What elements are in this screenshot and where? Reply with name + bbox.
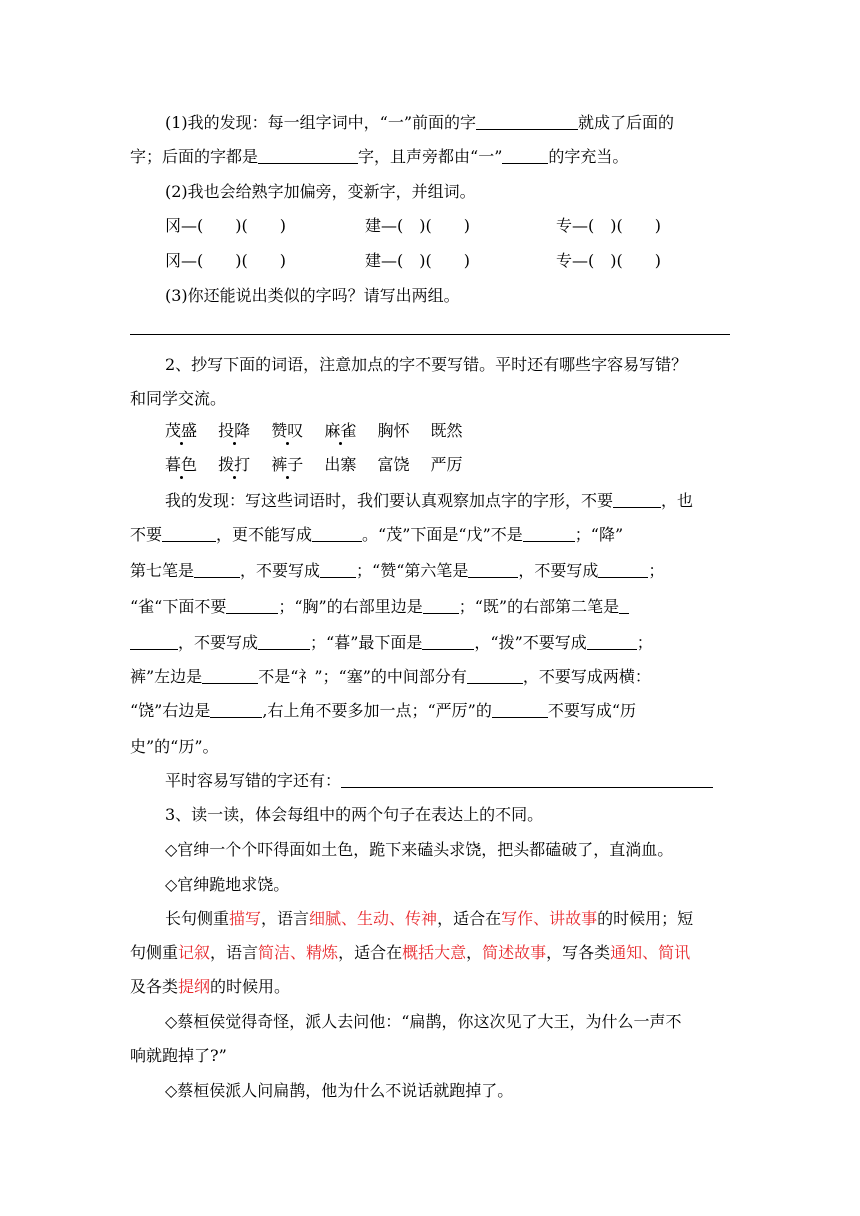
text: ；“既”的右部第二笔是 — [458, 597, 620, 616]
text: ，不要写成 — [178, 633, 259, 652]
q2-finding-line8: 史”的“历”。 — [130, 737, 219, 756]
q2-finding-line1 — [165, 490, 765, 512]
q2-words-row1 — [165, 420, 765, 442]
q2-finding-line4 — [130, 596, 730, 618]
q2-finding-line2 — [130, 524, 730, 546]
text: 的字充当。 — [548, 147, 629, 166]
text: “饶”右边是 — [130, 701, 211, 720]
blank[interactable] — [341, 772, 713, 788]
blank[interactable] — [162, 526, 216, 542]
blank[interactable] — [492, 702, 548, 718]
word: 赞叹 — [271, 421, 304, 440]
blank[interactable] — [523, 526, 575, 542]
text: ； — [636, 633, 653, 652]
blank[interactable] — [422, 634, 474, 650]
q1-part3: (3)你还能说出类似的字吗？请写出两组。 — [165, 286, 460, 305]
q2-finding-line6 — [130, 666, 730, 688]
q2-finding-line3 — [130, 560, 730, 582]
q3-note-line3: 及各类提纲的时候用。 — [130, 977, 291, 996]
blank[interactable] — [468, 562, 518, 578]
text: ； — [648, 561, 665, 580]
blank[interactable] — [258, 634, 310, 650]
q3-sentence1: ◇官绅一个个吓得面如土色，跪下来磕头求饶，把头都磕破了，直淌血。 — [165, 840, 674, 859]
q3-sentence2: ◇官绅跪地求饶。 — [165, 875, 290, 894]
text: 就成了后面的 — [578, 113, 675, 132]
text: 我的发现：写这些词语时，我们要认真观察加点字的字形，不要 — [165, 491, 614, 510]
text: 。“茂”下面是“戊”不是 — [362, 525, 523, 544]
q2-title-line1: 2、抄写下面的词语，注意加点的字不要写错。平时还有哪些字容易写错？ — [165, 355, 688, 374]
blank[interactable] — [130, 634, 178, 650]
q3-sentence3-line2: 响就跑掉了?” — [130, 1046, 227, 1065]
blank[interactable] — [320, 562, 356, 578]
blank[interactable] — [502, 148, 548, 164]
word: 暮色 — [165, 455, 198, 474]
text: 不要写成“历 — [547, 701, 637, 720]
q2-finding-line5 — [130, 632, 730, 654]
blank[interactable] — [202, 668, 258, 684]
blank[interactable] — [587, 634, 637, 650]
text: ；“赞“第六笔是 — [356, 561, 469, 580]
text: 字；后面的字都是 — [130, 147, 259, 166]
text: ，不要写成 — [518, 561, 599, 580]
q1-row1-col1[interactable]: 冈—( )( ) — [165, 216, 286, 235]
blank[interactable] — [476, 114, 578, 130]
word: 出寨 — [324, 455, 357, 474]
text: ，不要写成 — [240, 561, 321, 580]
text: (1)我的发现：每一组字词中，“一”前面的字 — [165, 113, 477, 132]
q3-note-line2: 句侧重记叙，语言简洁、精炼，适合在概括大意，简述故事，写各类通知、简讯 — [130, 943, 691, 962]
word: 胸怀 — [377, 421, 410, 440]
q1-finding-line2 — [130, 146, 730, 168]
answer-line[interactable] — [130, 334, 730, 335]
q1-row2-col3[interactable]: 专—( )( ) — [556, 251, 661, 270]
text: ,右上角不要多加一点；“严厉”的 — [262, 701, 492, 720]
blank[interactable] — [423, 598, 459, 614]
text: 不要 — [130, 525, 163, 544]
word: 富饶 — [377, 455, 410, 474]
q1-row1-col2[interactable]: 建—( )( ) — [365, 216, 470, 235]
text: ，也 — [661, 491, 694, 510]
blank[interactable] — [598, 562, 648, 578]
text: ，不要写成两横： — [522, 667, 651, 686]
q2-title-line2: 和同学交流。 — [130, 389, 227, 408]
text: 字，且声旁都由“一” — [358, 147, 503, 166]
q3-title: 3、读一读，体会每组中的两个句子在表达上的不同。 — [165, 805, 544, 824]
text: 不是“礻”；“塞”的中间部分有 — [258, 667, 467, 686]
word: 茂盛 — [165, 421, 198, 440]
q3-sentence3-line1: ◇蔡桓侯觉得奇怪，派人去问他：“扁鹊，你这次见了大王，为什么一声不 — [165, 1012, 682, 1031]
text: ；“降” — [574, 525, 624, 544]
blank[interactable] — [619, 598, 629, 614]
word: 裤子 — [271, 455, 304, 474]
q2-words-row2 — [165, 454, 765, 476]
q2-other-errors — [165, 770, 765, 792]
q1-finding-line1 — [165, 112, 765, 134]
q1-row1-col3[interactable]: 专—( )( ) — [556, 216, 661, 235]
q1-row2-col2[interactable]: 建—( )( ) — [365, 251, 470, 270]
text: ，更不能写成 — [216, 525, 313, 544]
text: 第七笔是 — [130, 561, 195, 580]
q1-row2-col1[interactable]: 冈—( )( ) — [165, 251, 286, 270]
q3-sentence4: ◇蔡桓侯派人问扁鹊，他为什么不说话就跑掉了。 — [165, 1081, 514, 1100]
text: ；“胸”的右部里边是 — [278, 597, 423, 616]
blank[interactable] — [226, 598, 278, 614]
text: 平时容易写错的字还有： — [165, 771, 342, 790]
text: 裤”左边是 — [130, 667, 203, 686]
word: 麻雀 — [324, 421, 357, 440]
text: ；“暮”最下面是 — [310, 633, 423, 652]
text: ，“拨”不要写成 — [474, 633, 587, 652]
blank[interactable] — [312, 526, 362, 542]
word: 投降 — [218, 421, 251, 440]
word: 既然 — [430, 421, 463, 440]
blank[interactable] — [194, 562, 240, 578]
blank[interactable] — [613, 492, 661, 508]
text: “雀“下面不要 — [130, 597, 227, 616]
q2-finding-line7 — [130, 700, 730, 722]
blank[interactable] — [258, 148, 358, 164]
q3-note-line1: 长句侧重描写，语言细腻、生动、传神，适合在写作、讲故事的时候用；短 — [165, 909, 694, 928]
word: 拨打 — [218, 455, 251, 474]
blank[interactable] — [210, 702, 262, 718]
blank[interactable] — [467, 668, 523, 684]
word: 严厉 — [430, 455, 463, 474]
q1-part2: (2)我也会给熟字加偏旁，变新字，并组词。 — [165, 182, 476, 201]
